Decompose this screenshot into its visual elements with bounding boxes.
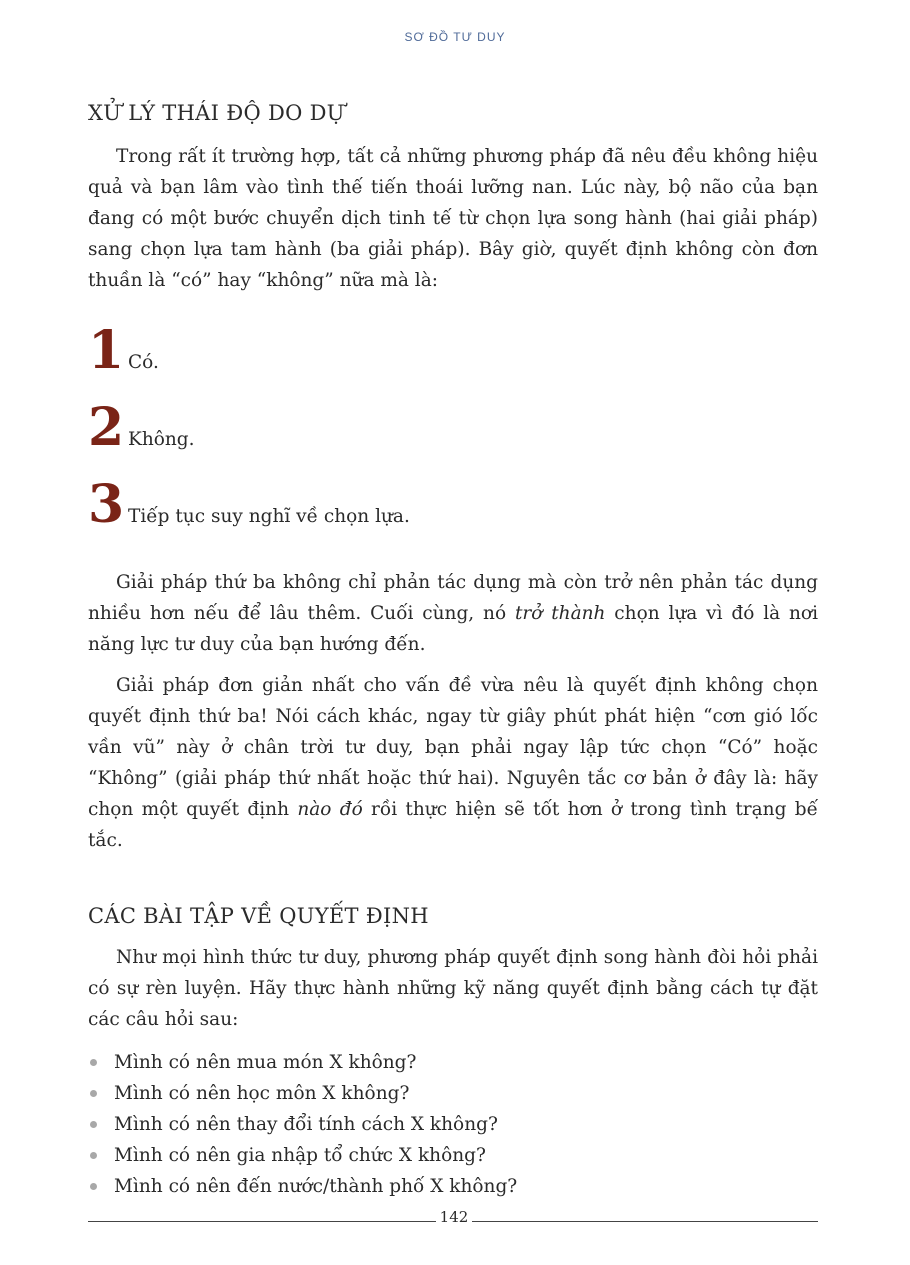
paragraph-solution	[88, 670, 818, 856]
paragraph-third-option	[88, 567, 818, 660]
section-heading-hesitation: XỬ LÝ THÁI ĐỘ DO DỰ	[88, 101, 345, 125]
question-list	[88, 1047, 818, 1202]
footer-rule-left	[88, 1221, 436, 1222]
option-text: Có.	[128, 352, 159, 373]
option-number: 2	[88, 397, 125, 458]
bullet-icon	[90, 1152, 97, 1159]
bullet-icon	[90, 1121, 97, 1128]
option-item	[88, 466, 818, 543]
bullet-icon	[90, 1090, 97, 1097]
question-text: Mình có nên gia nhập tổ chức X không?	[114, 1145, 486, 1166]
text-segment: chọn lựa vì đó là nơi năng lực tư duy của bạn hướng đến.	[88, 603, 818, 655]
page-footer	[88, 1208, 818, 1228]
text-segment: Giải pháp thứ ba không chỉ phản tác dụng mà còn trở nên phản tác dụng nhiều hơn nếu để lâu thêm. Cuối cùng, nó	[88, 572, 818, 624]
page-number: 142	[439, 1208, 469, 1226]
bullet-icon	[90, 1183, 97, 1190]
list-item	[88, 1078, 818, 1109]
list-item	[88, 1171, 818, 1202]
emphasis-text: trở thành	[514, 603, 606, 624]
list-item	[88, 1109, 818, 1140]
option-number: 3	[88, 474, 125, 535]
emphasis-text: nào đó	[297, 799, 363, 820]
question-text: Mình có nên mua món X không?	[114, 1052, 417, 1073]
text-segment: rồi thực hiện sẽ tốt hơn ở trong tình trạng bế tắc.	[88, 799, 818, 851]
list-item	[88, 1047, 818, 1078]
question-text: Mình có nên đến nước/thành phố X không?	[114, 1176, 518, 1197]
paragraph-exercise-intro: Như mọi hình thức tư duy, phương pháp quyết định song hành đòi hỏi phải có sự rèn luyện. Hãy thực hành những kỹ năng quyết định bằng cách tự đặt các câu hỏi sau:	[88, 947, 818, 1030]
question-text: Mình có nên thay đổi tính cách X không?	[114, 1114, 498, 1135]
footer-rule-right	[472, 1221, 818, 1222]
option-text: Không.	[128, 429, 195, 450]
option-number: 1	[88, 320, 125, 381]
question-text: Mình có nên học môn X không?	[114, 1083, 410, 1104]
option-item	[88, 389, 818, 466]
paragraph-intro: Trong rất ít trường hợp, tất cả những phương pháp đã nêu đều không hiệu quả và bạn lâm vào tình thế tiến thoái lưỡng nan. Lúc này, bộ não của bạn đang có một bước chuyển dịch tinh tế từ chọn lựa song hành (hai giải pháp) sang chọn lựa tam hành (ba giải pháp). Bây giờ, quyết định không còn đơn thuần là “có” hay “không” nữa mà là:	[88, 146, 818, 291]
page-content	[88, 94, 818, 1202]
list-item	[88, 1140, 818, 1171]
running-header: SƠ ĐỒ TƯ DUY	[404, 30, 506, 44]
text-segment: Giải pháp đơn giản nhất cho vấn đề vừa nêu là quyết định không chọn quyết định thứ ba! Nói cách khác, ngay từ giây phút phát hiện “cơn gió lốc vần vũ” này ở chân trời tư duy, bạn phải ngay lập tức chọn “Có” hoặc “Không” (giải pháp thứ nhất hoặc thứ hai). Nguyên tắc cơ bản ở đây là: hãy chọn một quyết định	[88, 675, 818, 820]
numbered-options	[88, 312, 818, 543]
section-heading-exercises: CÁC BÀI TẬP VỀ QUYẾT ĐỊNH	[88, 904, 429, 928]
bullet-icon	[90, 1059, 97, 1066]
option-item	[88, 312, 818, 389]
option-text: Tiếp tục suy nghĩ về chọn lựa.	[128, 506, 410, 527]
